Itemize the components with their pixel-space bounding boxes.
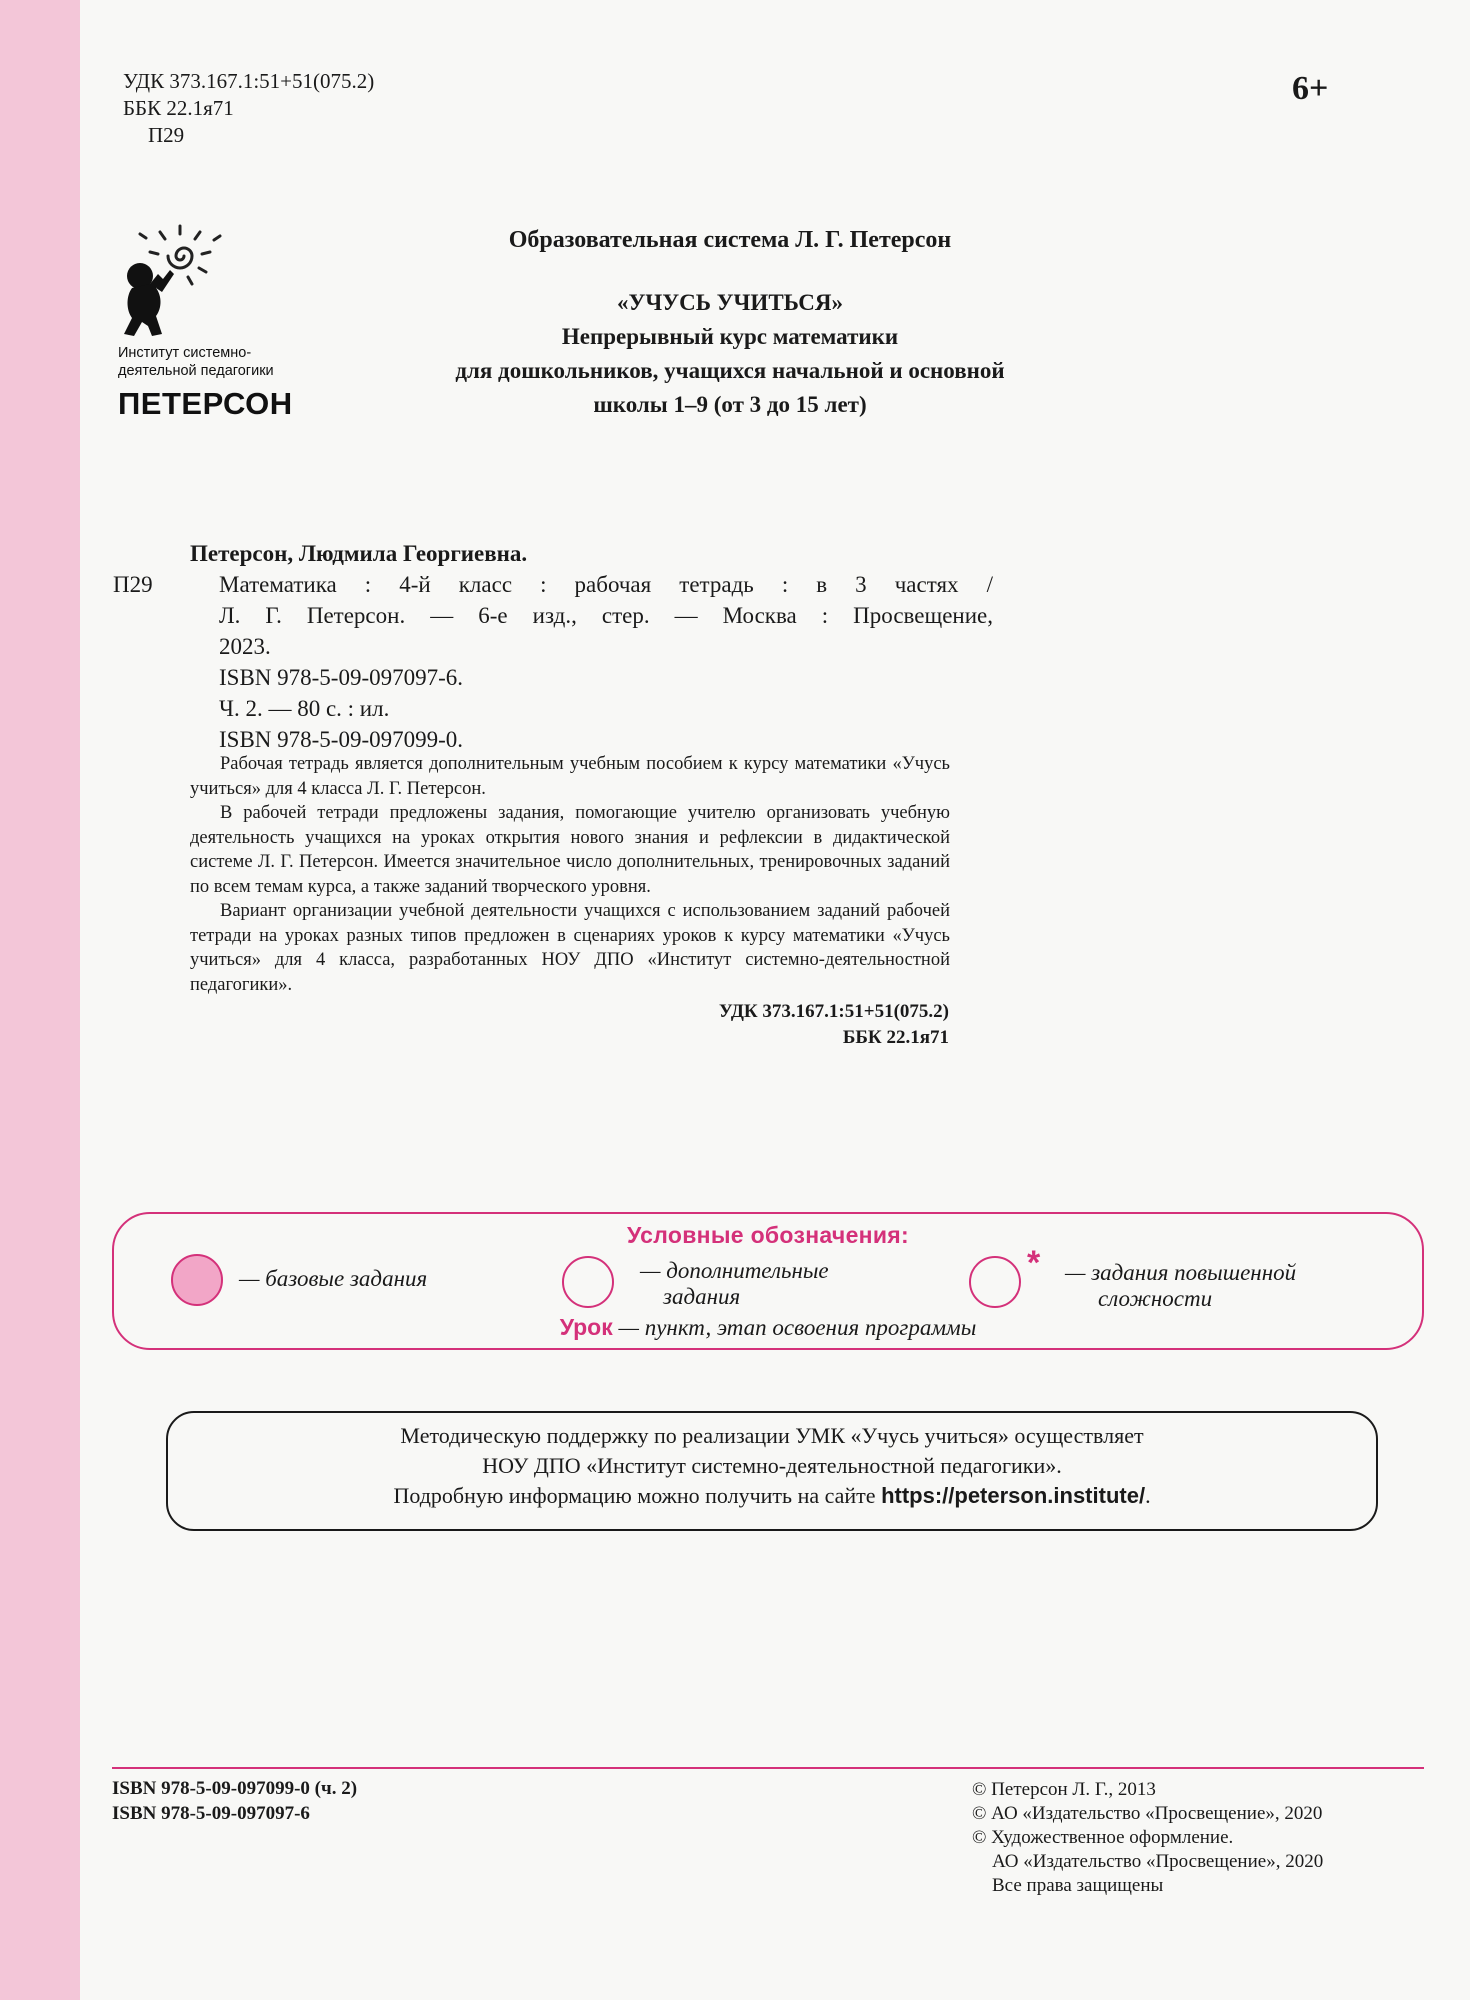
copyright-3: © Художественное оформление. <box>972 1827 1234 1848</box>
bbk-code: ББК 22.1я71 <box>123 96 234 120</box>
child-sun-icon <box>118 218 228 338</box>
record-code: П29 <box>113 572 153 597</box>
record-title-row <box>113 569 993 600</box>
header-classification <box>123 68 374 149</box>
annotation <box>190 752 950 1051</box>
series-line-1: Непрерывный курс математики <box>561 324 899 349</box>
hard-task-circle-icon <box>969 1256 1021 1308</box>
annotation-bbk: ББК 22.1я71 <box>842 1027 949 1048</box>
footer-divider <box>112 1767 1424 1769</box>
record-isbn-1: ISBN 978-5-09-097097-6. <box>219 665 464 690</box>
copyright-5: Все права защищены <box>992 1875 1164 1896</box>
annotation-paragraph-2: В рабочей тетради предложены задания, помогающие учителю организовать учебную деятельность учащихся на уроках открытия нового знания и рефлексии в дидактической системе Л. Г. Петерсон. Имеется значительное число дополнительных, тренировочных заданий по всем темам курса, а также заданий творческого уровня. <box>190 803 950 897</box>
record-part: Ч. 2. — 80 с. : ил. <box>219 696 390 721</box>
legend-extra: — дополнительные задания <box>640 1258 829 1309</box>
footer-isbn-2: ISBN 978-5-09-097097-6 <box>112 1803 310 1824</box>
support-box <box>166 1411 1378 1531</box>
peterson-logo <box>118 218 318 422</box>
footer-isbn-1: ISBN 978-5-09-097099-0 (ч. 2) <box>112 1778 358 1799</box>
website-link[interactable]: https://peterson.institute/ <box>881 1483 1146 1508</box>
star-icon: * <box>1027 1244 1041 1282</box>
extra-task-circle-icon <box>562 1256 614 1308</box>
author-mark: П29 <box>148 123 185 147</box>
bibliographic-record <box>113 538 993 755</box>
logo-caption: Институт системно- деятельной педагогики <box>118 345 274 379</box>
record-line-3: 2023. <box>219 634 271 659</box>
record-line-2: Л. Г. Петерсон. — 6-е изд., стер. — Москва : Просвещение, <box>219 603 993 628</box>
annotation-paragraph-1: Рабочая тетрадь является дополнительным учебным пособием к курсу математики «Учусь учиться» для 4 класса Л. Г. Петерсон. <box>190 754 950 799</box>
footer-isbn <box>112 1776 357 1826</box>
copyright-1: © Петерсон Л. Г., 2013 <box>972 1779 1156 1800</box>
legend-lesson: Урок — пункт, этап освоения программы <box>559 1314 977 1340</box>
series-line-3: школы 1–9 (от 3 до 15 лет) <box>593 392 867 417</box>
series-line-2: для дошкольников, учащихся начальной и основной <box>455 358 1005 383</box>
udk-code: УДК 373.167.1:51+51(075.2) <box>123 69 375 93</box>
support-line-3: Подробную информацию можно получить на сайте https://peterson.institute/. <box>393 1483 1151 1508</box>
copyright-2: © АО «Издательство «Просвещение», 2020 <box>972 1803 1323 1824</box>
legend-title: Условные обозначения: <box>627 1222 909 1248</box>
annotation-paragraph-3: Вариант организации учебной деятельности учащихся с использованием заданий рабочей тетради на уроках разных типов предложен в сценариях уроков к курсу математики «Учусь учиться» для 4 класса, разработанных НОУ ДПО «Институт системно-деятельностной педагогики». <box>190 901 950 995</box>
annotation-udk: УДК 373.167.1:51+51(075.2) <box>718 1001 949 1022</box>
education-system-title: Образовательная система Л. Г. Петерсон <box>508 227 952 253</box>
pink-margin-band <box>0 0 80 2000</box>
logo-brand: ПЕТЕРСОН <box>118 386 293 421</box>
annotation-codes <box>190 999 950 1051</box>
age-rating: 6+ <box>1292 70 1329 107</box>
copyright-4: АО «Издательство «Просвещение», 2020 <box>992 1851 1324 1872</box>
series-name: «УЧУСЬ УЧИТЬСЯ» <box>616 290 844 315</box>
record-author: Петерсон, Людмила Георгиевна. <box>190 541 528 566</box>
record-isbn-2: ISBN 978-5-09-097099-0. <box>219 727 464 752</box>
legend-box <box>112 1212 1424 1350</box>
copyright-block <box>972 1778 1323 1898</box>
support-line-1: Методическую поддержку по реализации УМК «Учусь учиться» осуществляет <box>400 1423 1144 1448</box>
series-block <box>360 286 1100 422</box>
record-line-1: Математика : 4-й класс : рабочая тетрадь : в 3 частях / <box>219 572 993 597</box>
lesson-word: Урок <box>559 1314 613 1340</box>
legend-hard: — задания повышенной сложности <box>1065 1260 1297 1311</box>
support-line-2: НОУ ДПО «Институт системно-деятельностной педагогики». <box>482 1453 1062 1478</box>
legend-basic: — базовые задания <box>239 1266 428 1291</box>
basic-task-circle-icon <box>171 1254 223 1306</box>
